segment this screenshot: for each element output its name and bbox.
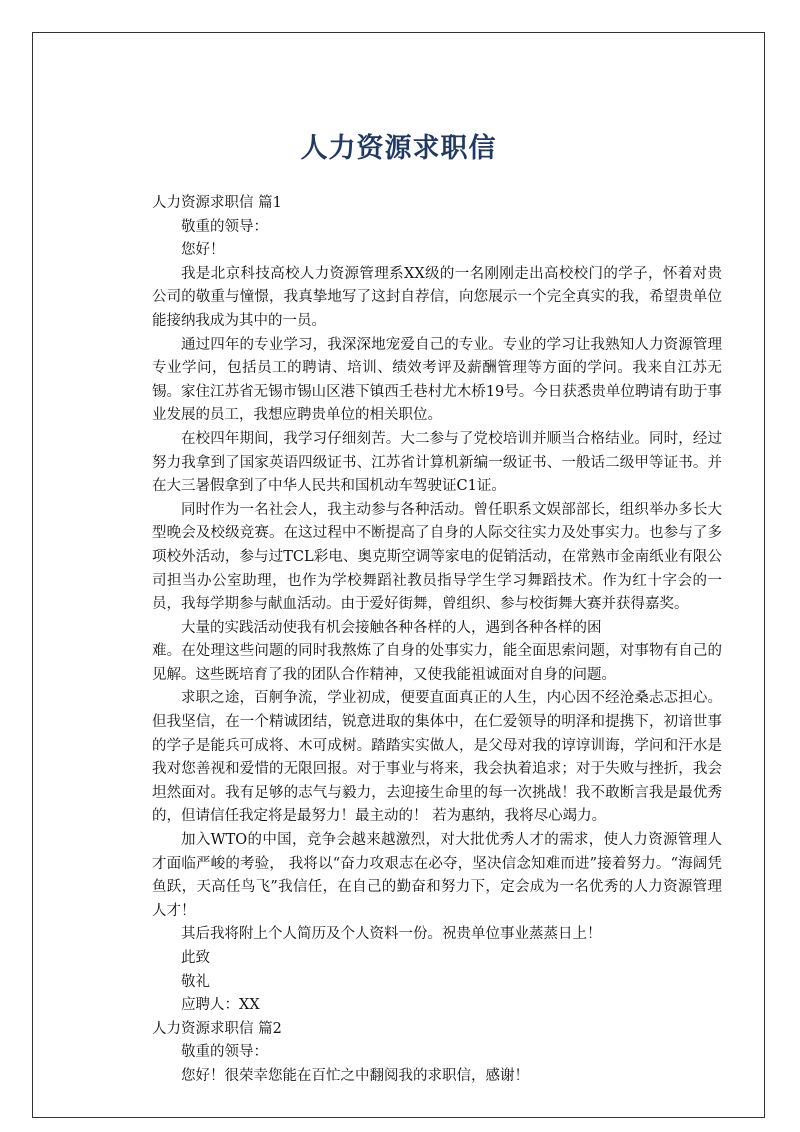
- paragraph: 难。在处理这些问题的同时我熬炼了自身的处事实力，能全面思索问题，对事物有自己的见解。这些既培育了我的团队合作精神，又使我能祖诚面对自身的问题。: [152, 643, 722, 683]
- paragraph: 人力资源求职信 篇1: [152, 195, 282, 211]
- paragraph: 人力资源求职信 篇2: [152, 1020, 282, 1037]
- paragraph: 应聘人：XX: [181, 997, 260, 1014]
- paragraph: 此致: [181, 950, 210, 966]
- paragraph: 求职之途，百舸争流，学业初成，便要直面真正的人生，内心因不经沧桑忐忑担心。但我坚信，在一个精诚团结，锐意进取的集体中，在仁爱领导的明泽和提携下，初谙世事的学子是能兵可成将、木可成树。踏踏实实做人，是父母对我的谆谆训诲，学问和汗水是我对您善视和爱惜的无限回报。对于事业与将来，我会执着追求；对于失败与挫折，我会坦然面对。我有足够的志气与毅力，去迎接生命里的每一次挑战！我不敢断言我是最优秀的，但请信任我定将是最努力！最主动的！ 若为惠纳，我将尽心竭力。: [152, 690, 722, 825]
- paragraph: 我是北京科技高校人力资源管理系XX级的一名刚刚走出高校校门的学子，怀着对贵 公司的敬重与憧憬，我真挚地写了这封自荐信，向您展示一个完全真实的我，希望贵单位能接纳我成为其中的一员。: [152, 265, 722, 329]
- paragraph: 在校四年期间，我学习仔细刻苦。大二参与了党校培训并顺当合格结业。同时，经过努力我拿到了国家英语四级证书、江苏省计算机新编一级证书、一般话二级甲等证书。并在大三暑假拿到了中华人民共和国机动车驾驶证C1证。: [152, 430, 722, 495]
- document-body: [152, 192, 722, 1089]
- paragraph: 敬重的领导：: [181, 1044, 268, 1061]
- paragraph: 通过四年的专业学习，我深深地宠爱自己的专业。专业的学习让我熟知人力资源管理专业学问，包括员工的聘请、培训、绩效考评及薪酬管理等方面的学问。我来自江苏无锡。家住江苏省无锡市锡山区港下镇西壬巷村尤木桥19号。今日获悉贵单位聘请有助于事业发展的员工，我想应聘贵单位的相关职位。: [152, 336, 722, 424]
- paragraph: 您好！很荣幸您能在百忙之中翻阅我的求职信，感谢！: [181, 1067, 529, 1084]
- paragraph: 敬重的领导：: [181, 218, 268, 235]
- paragraph: 同时作为一名社会人，我主动参与各种活动。曾任职系文娱部部长，组织举办多长大型晚会及校级竞赛。在这过程中不断提高了自身的人际交往实力及处事实力。也参与了多项校外活动，参与过TCL彩电、奥克斯空调等家电的促销活动，在常熟市金南纸业有限公司担当办公室助理，也作为学校舞蹈社教员指导学生学习舞蹈技术。作为红十字会的一员，我每学期参与献血活动。由于爱好街舞，曾组织、参与校街舞大赛并获得嘉奖。: [152, 501, 722, 613]
- paragraph: 敬礼: [181, 973, 210, 990]
- paragraph: 其后我将附上个人简历及个人资料一份。祝贵单位事业蒸蒸日上！: [181, 926, 602, 943]
- paragraph: 大量的实践活动使我有机会接触各种各样的人，遇到各种各样的困: [181, 619, 602, 636]
- document-page: [32, 32, 765, 1118]
- document-title: 人力资源求职信: [300, 133, 497, 164]
- paragraph: 加入WTO的中国，竞争会越来越激烈，对大批优秀人才的需求，使人力资源管理人才面临严峻的考验， 我将以“奋力攻艰志在必夺，坚决信念知难而进”接着努力。“海阔凭鱼跃，天高任鸟飞”我信任，在自己的勤奋和努力下，定会成为一名优秀的人力资源管理人才！: [152, 832, 722, 919]
- paragraph: 您好！: [181, 242, 225, 259]
